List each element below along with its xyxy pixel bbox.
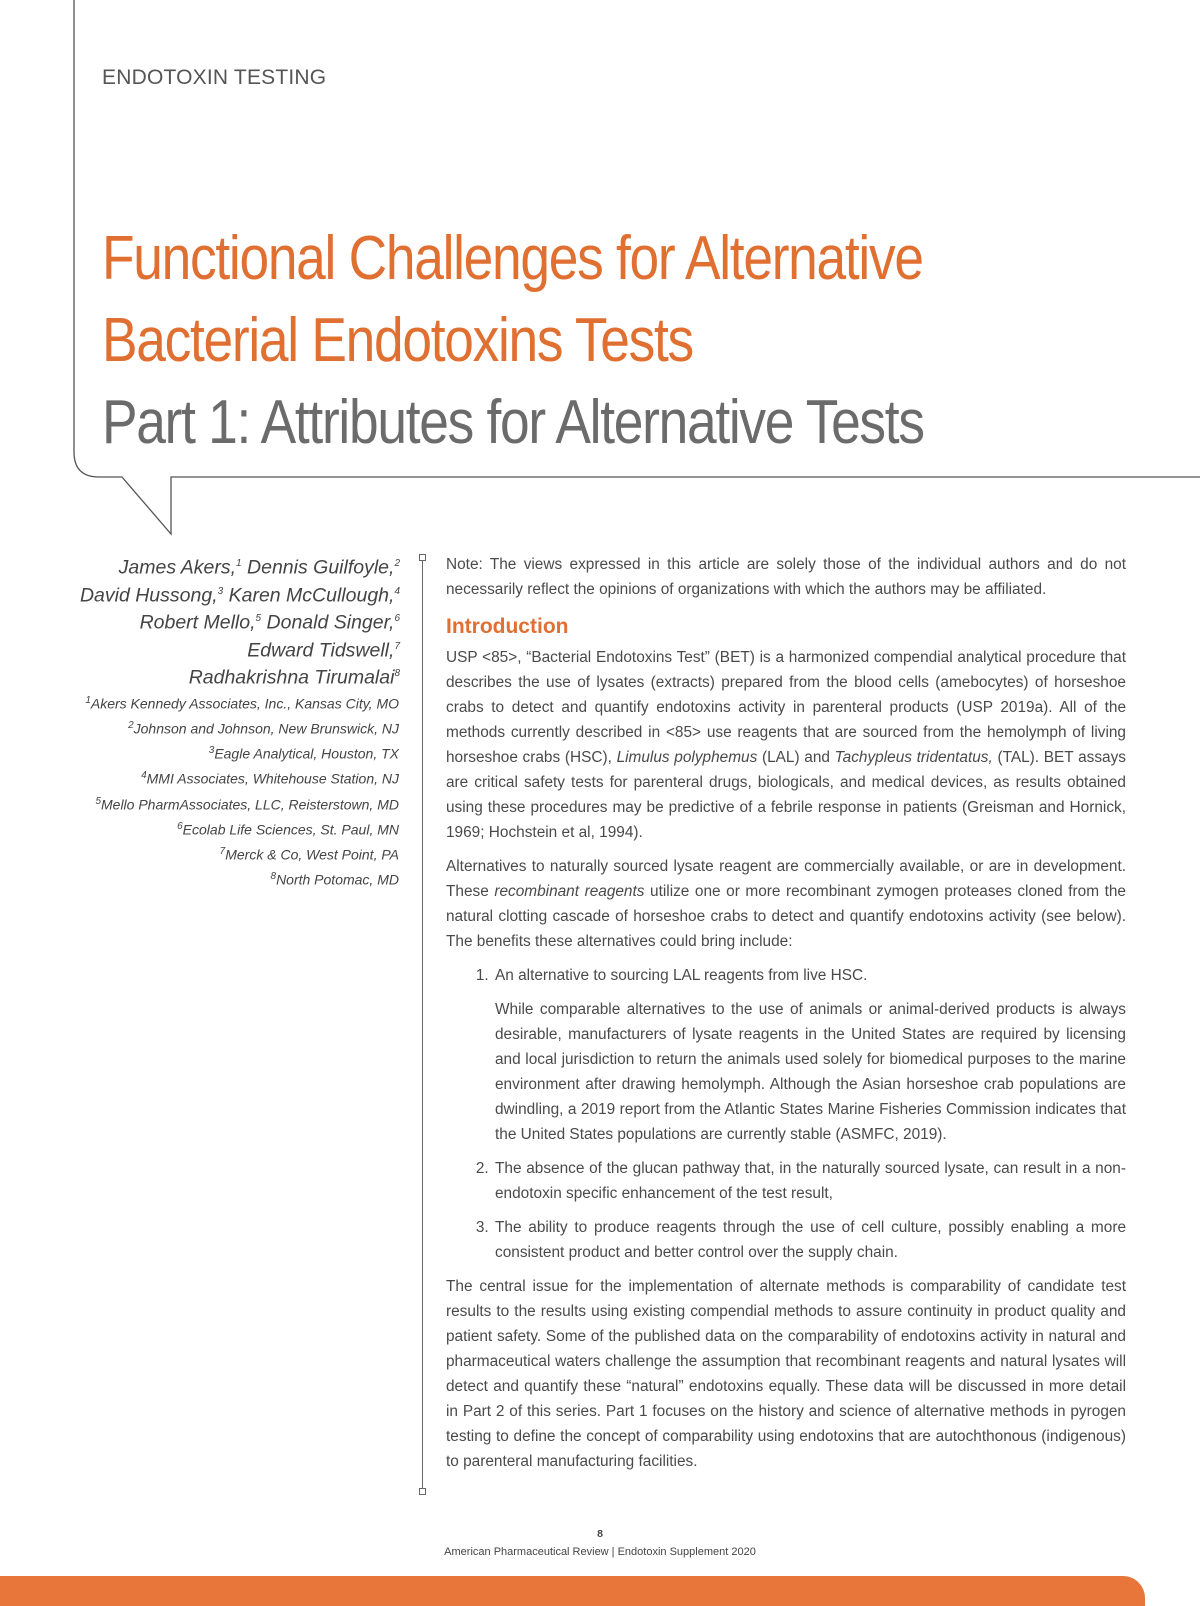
author-sup: 3: [217, 585, 224, 597]
affiliation-item: [69, 690, 399, 715]
list-item: [493, 963, 1126, 1147]
list-item: [493, 1215, 1126, 1265]
italic-species: Tachypleus tridentatus,: [834, 749, 993, 766]
author-name: Edward Tidswell,: [247, 639, 395, 661]
article-title: [102, 218, 1057, 464]
list-item-text: The absence of the glucan pathway that, in the naturally sourced lysate, can result in a non-endotoxin specific enhancement of the test result,: [495, 1160, 1126, 1202]
author-name: James Akers,: [118, 556, 237, 579]
author-sup: 5: [255, 613, 262, 624]
affiliation-sup: 5: [95, 795, 101, 807]
affiliation-sup: 3: [208, 745, 215, 757]
affiliation-sup: 2: [128, 720, 134, 732]
publication-footer: American Pharmaceutical Review | Endotoxin Supplement 2020: [444, 1546, 756, 1558]
paragraph: [446, 854, 1126, 954]
author-sup: 7: [394, 640, 400, 652]
text-run: Alternatives to naturally sourced lysate reagent are commercially available, or are in development. These: [446, 858, 1126, 900]
italic-species: Limulus polyphemus: [616, 749, 758, 766]
italic-term: recombinant reagents: [494, 883, 645, 900]
affiliation-item: [69, 791, 399, 816]
affiliation-list: [69, 690, 399, 891]
text-run: (TAL). BET assays are critical safety tests for parenteral drugs, biologicals, and medical devices, as results obtained using these procedures may be predictive of a febrile response in patients (Greisman and Hornick, 1969; Hochstein et al, 1994).: [446, 749, 1126, 841]
section-label: ENDOTOXIN TESTING: [102, 66, 327, 89]
benefits-list: [446, 963, 1126, 1265]
affiliation-text: Ecolab Life Sciences, St. Paul, MN: [182, 821, 399, 838]
affiliation-sup: 4: [141, 770, 147, 782]
text-run: (LAL) and: [757, 749, 835, 766]
paragraph: The central issue for the implementation of alternate methods is comparability of candidate test results to the results using existing compendial methods to assure continuity in product quality and patient safety. Some of the published data on the comparability of endotoxins activity in natural and pharmaceutical waters challenge the assumption that recombinant reagents and natural lysates will detect and quantify these “natural” endotoxins equally. These data will be discussed in more detail in Part 2 of this series. Part 1 focuses on the history and science of alternative methods in pyrogen testing to define the concept of comparability using endotoxins that are autochthonous (indigenous) to parenteral manufacturing facilities.: [446, 1278, 1126, 1470]
affiliation-text: Akers Kennedy Associates, Inc., Kansas City, MO: [90, 695, 399, 712]
author-list: [70, 552, 400, 690]
affiliation-sup: 7: [219, 845, 226, 857]
author-sup: 4: [394, 585, 400, 597]
affiliation-sup: 8: [270, 871, 277, 883]
affiliation-text: Merck & Co, West Point, PA: [225, 846, 399, 863]
author-sup: 2: [394, 558, 400, 569]
author-name: Dennis Guilfoyle,: [247, 556, 395, 579]
affiliation-text: North Potomac, MD: [276, 871, 399, 888]
title-line-1: Functional Challenges for Alternative: [102, 224, 923, 293]
list-item-text: An alternative to sourcing LAL reagents from live HSC.: [495, 967, 868, 984]
author-sup: 1: [236, 558, 242, 569]
affiliation-sup: 1: [85, 695, 91, 706]
affiliation-text: Mello PharmAssociates, LLC, Reisterstown, MD: [101, 796, 399, 813]
affiliation-text: Eagle Analytical, Houston, TX: [214, 745, 399, 762]
author-name: Donald Singer,: [266, 611, 395, 634]
text-run: utilize one or more recombinant zymogen proteases cloned from the natural clotting cascade of horseshoe crabs to detect and quantify endotoxins activity (see below). The benefits these alternatives could bring include:: [446, 883, 1126, 950]
divider-cap-bottom: [419, 1488, 426, 1495]
affiliation-sup: 6: [177, 820, 183, 832]
affiliation-text: Johnson and Johnson, New Brunswick, NJ: [133, 720, 399, 737]
text-run: USP <85>, “Bacterial Endotoxins Test” (BET) is a harmonized compendial analytical procedure that describes the use of lysates (extracts) prepared from the blood cells (amebocytes) of horseshoe crabs to detect and quantify endotoxins activity in parenteral products (USP 2019a). All of the methods currently described in <85> use reagents that are sourced from the hemolymph of living horseshoe crabs (HSC),: [446, 649, 1126, 766]
affiliation-item: [69, 715, 399, 740]
article-body: [446, 552, 1126, 1483]
author-name: Karen McCullough,: [228, 584, 395, 606]
page-number: 8: [597, 1528, 603, 1540]
affiliation-text: MMI Associates, Whitehouse Station, NJ: [146, 771, 399, 788]
footer-accent-bar: [0, 1576, 1145, 1606]
affiliation-item: [69, 765, 399, 790]
author-name: David Hussong,: [79, 584, 218, 606]
affiliation-item: [69, 866, 399, 891]
author-name: Radhakrishna Tirumalai: [188, 666, 395, 689]
column-divider: [422, 556, 423, 1491]
title-subtitle: Part 1: Attributes for Alternative Tests: [102, 388, 924, 457]
list-item-detail: While comparable alternatives to the use of animals or animal-derived products is always desirable, manufacturers of lysate reagents in the United States are required by licensing and local jurisdiction to return the animals used solely for biomedical purposes to the marine environment after drawing hemolymph. Although the Asian horseshoe crab populations are dwindling, a 2019 report from the Atlantic States Marine Fisheries Commission indicates that the United States populations are currently stable (ASMFC, 2019).: [495, 1001, 1126, 1143]
author-sup: 8: [394, 668, 400, 679]
paragraph: [446, 645, 1126, 845]
section-heading-introduction: Introduction: [446, 615, 569, 638]
affiliation-item: [69, 816, 399, 841]
affiliation-item: [69, 841, 399, 866]
author-name: Robert Mello,: [139, 611, 256, 634]
list-item-text: The ability to produce reagents through the use of cell culture, possibly enabling a more consistent product and better control over the supply chain.: [495, 1219, 1126, 1261]
divider-cap-top: [419, 554, 426, 561]
list-item: [493, 1156, 1126, 1206]
affiliation-item: [69, 740, 399, 765]
title-line-2: Bacterial Endotoxins Tests: [102, 306, 693, 375]
disclaimer-note: Note: The views expressed in this article are solely those of the individual authors and do not necessarily reflect the opinions of organizations with which the authors may be affiliated.: [446, 556, 1126, 598]
author-sup: 6: [394, 613, 400, 624]
